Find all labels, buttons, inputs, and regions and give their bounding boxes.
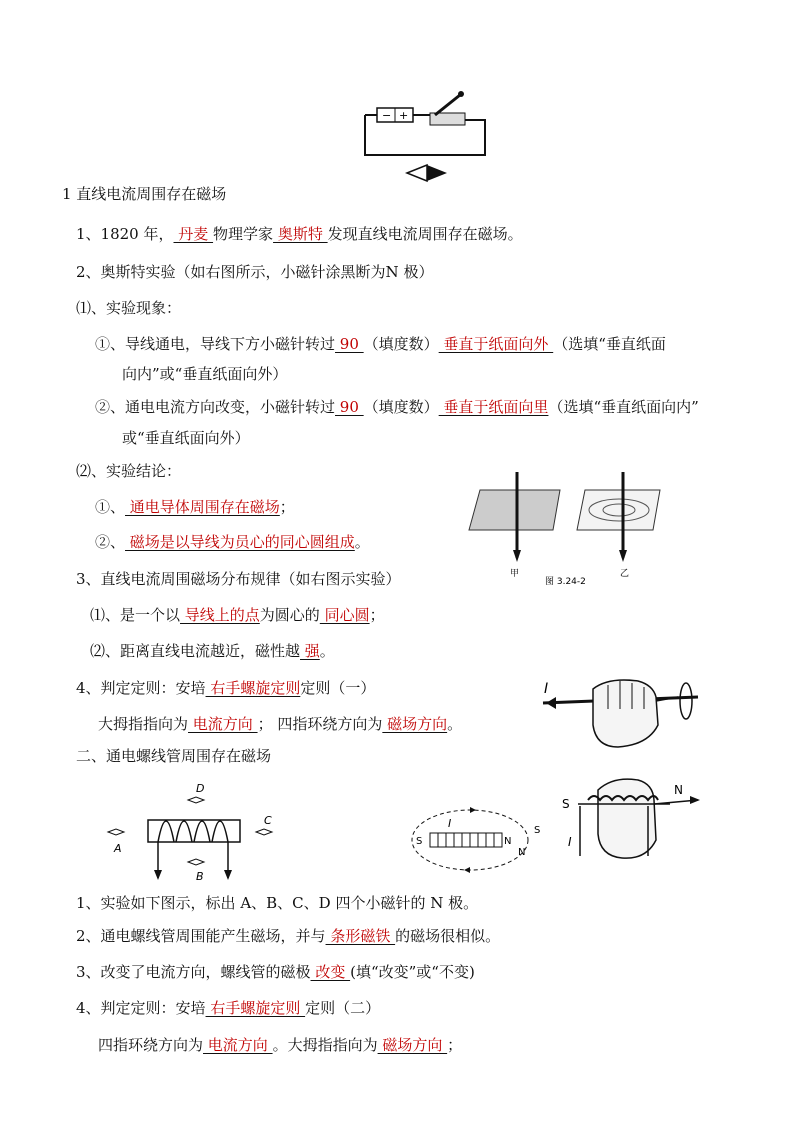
- battery-plus: +: [399, 109, 409, 122]
- section-title-1: 1 直线电流周围存在磁场: [62, 185, 227, 203]
- compass-D-icon: [188, 797, 204, 803]
- text: 为圆心的: [259, 606, 320, 624]
- text: 3、改变了电流方向，螺线管的磁极: [76, 963, 311, 981]
- text: ；: [369, 606, 385, 624]
- answer-bar-magnet: 条形磁铁: [325, 927, 396, 945]
- answer-field: 磁场方向: [382, 715, 448, 733]
- text: 大拇指指向为: [98, 715, 189, 733]
- current-label: I: [544, 681, 549, 697]
- line-17: [76, 926, 500, 946]
- answer-denmark: 丹麦: [173, 225, 214, 243]
- text: 发现直线电流周围存在磁场。: [327, 225, 523, 243]
- answer-90: 90: [335, 335, 364, 353]
- text: ②、: [95, 533, 126, 551]
- answer-oersted: 奥斯特: [273, 225, 328, 243]
- text: （选填“垂直纸面向内”: [548, 398, 699, 416]
- answer-current-2: 电流方向: [203, 1036, 273, 1054]
- label-I: I: [568, 835, 572, 849]
- solenoid-field-figure: [408, 795, 553, 885]
- text: ②、通电电流方向改变，小磁针转过: [95, 398, 336, 416]
- line-6: [95, 397, 699, 417]
- answer-in: 垂直于纸面向里: [438, 398, 549, 416]
- text: ；: [447, 1036, 463, 1054]
- line-9: [95, 497, 295, 517]
- line-19: [76, 998, 380, 1018]
- text: ；: [279, 498, 295, 516]
- compass-C-icon: [256, 829, 272, 835]
- text: 2、通电螺线管周围能产生磁场，并与: [76, 927, 326, 945]
- caption: 图 3.24-2: [545, 577, 586, 587]
- text: 四指环绕方向为: [98, 1036, 204, 1054]
- circuit-figure: [355, 85, 490, 185]
- label-N: N: [674, 783, 683, 797]
- line-3: ⑴、实验现象：: [76, 299, 182, 317]
- text: 定则（一）: [300, 679, 376, 697]
- label-N-compass: N: [518, 847, 526, 858]
- answer-change: 改变: [310, 963, 351, 981]
- right-hand-rule-figure-2: [558, 770, 708, 865]
- label-yi: 乙: [620, 569, 630, 579]
- line-14: [76, 678, 375, 698]
- text: （填度数）: [363, 335, 439, 353]
- label-I: I: [448, 817, 452, 830]
- text: ①、: [95, 498, 126, 516]
- text: 的磁场很相似。: [395, 927, 501, 945]
- compass-B-icon: [188, 859, 204, 865]
- text: 。: [319, 642, 335, 660]
- text: ①、导线通电，导线下方小磁针转过: [95, 335, 336, 353]
- text: 4、判定定则：安培: [76, 999, 206, 1017]
- line-7: 或“垂直纸面向外）: [122, 429, 250, 447]
- text: 1、1820 年，: [76, 225, 174, 243]
- answer-field-2: 磁场方向: [377, 1036, 448, 1054]
- line-18: [76, 962, 475, 982]
- label-S: S: [562, 797, 570, 811]
- line-11: 3、直线电流周围磁场分布规律（如右图示实验）: [76, 570, 401, 588]
- answer-out: 垂直于纸面向外: [438, 335, 554, 353]
- text: 定则（二）: [305, 999, 381, 1017]
- text: 。大拇指指向为: [272, 1036, 378, 1054]
- label-B: B: [196, 870, 204, 883]
- line-16: 1、实验如下图示，标出 A、B、C、D 四个小磁针的 N 极。: [76, 894, 479, 912]
- answer-point: 导线上的点: [180, 606, 260, 624]
- label-D: D: [196, 782, 205, 795]
- section-title-2: 二、通电螺线管周围存在磁场: [76, 747, 272, 765]
- text: ⑵、距离直线电流越近，磁性越: [90, 642, 301, 660]
- compass-A-icon: [108, 829, 124, 835]
- line-13: [90, 641, 335, 661]
- label-jia: 甲: [510, 569, 520, 579]
- text: ； 四指环绕方向为: [257, 715, 383, 733]
- iron-filings-figure: [465, 470, 665, 595]
- label-A: A: [114, 842, 122, 855]
- line-10: [95, 532, 370, 552]
- line-5: 向内”或“垂直纸面向外）: [122, 365, 288, 383]
- line-4: [95, 334, 666, 354]
- text: 。: [354, 533, 370, 551]
- answer-circle: 同心圆: [319, 606, 370, 624]
- text: 4、判定定则：安培: [76, 679, 206, 697]
- label-C: C: [264, 814, 272, 827]
- answer-strong: 强: [300, 642, 320, 660]
- label-S-left: S: [416, 836, 423, 847]
- solenoid-compass-figure: [100, 780, 290, 890]
- line-8: ⑵、实验结论：: [76, 462, 182, 480]
- battery-minus: −: [382, 109, 392, 122]
- line-1: [76, 224, 523, 244]
- line-2: 2、奥斯特实验（如右图所示，小磁针涂黑断为N 极）: [76, 263, 434, 281]
- line-20: [98, 1035, 462, 1055]
- text: 。: [447, 715, 463, 733]
- answer-90b: 90: [335, 398, 364, 416]
- label-N-right: N: [504, 836, 512, 847]
- right-hand-rule-figure-1: [538, 675, 703, 755]
- line-12: [90, 605, 385, 625]
- answer-conclusion-2: 磁场是以导线为员心的同心圆组成: [125, 533, 355, 551]
- compass-needle-icon: [407, 165, 427, 181]
- text: (填“改变”或“不变): [350, 963, 475, 981]
- text: 物理学家: [213, 225, 274, 243]
- answer-rule-2: 右手螺旋定则: [205, 999, 306, 1017]
- text: （选填“垂直纸面: [553, 335, 666, 353]
- answer-conclusion-1: 通电导体周围存在磁场: [125, 498, 280, 516]
- text: （填度数）: [363, 398, 439, 416]
- answer-current: 电流方向: [188, 715, 258, 733]
- line-15: [98, 714, 462, 734]
- answer-rule-1: 右手螺旋定则: [205, 679, 301, 697]
- label-S-compass: S: [534, 825, 541, 836]
- text: ⑴、是一个以: [90, 606, 181, 624]
